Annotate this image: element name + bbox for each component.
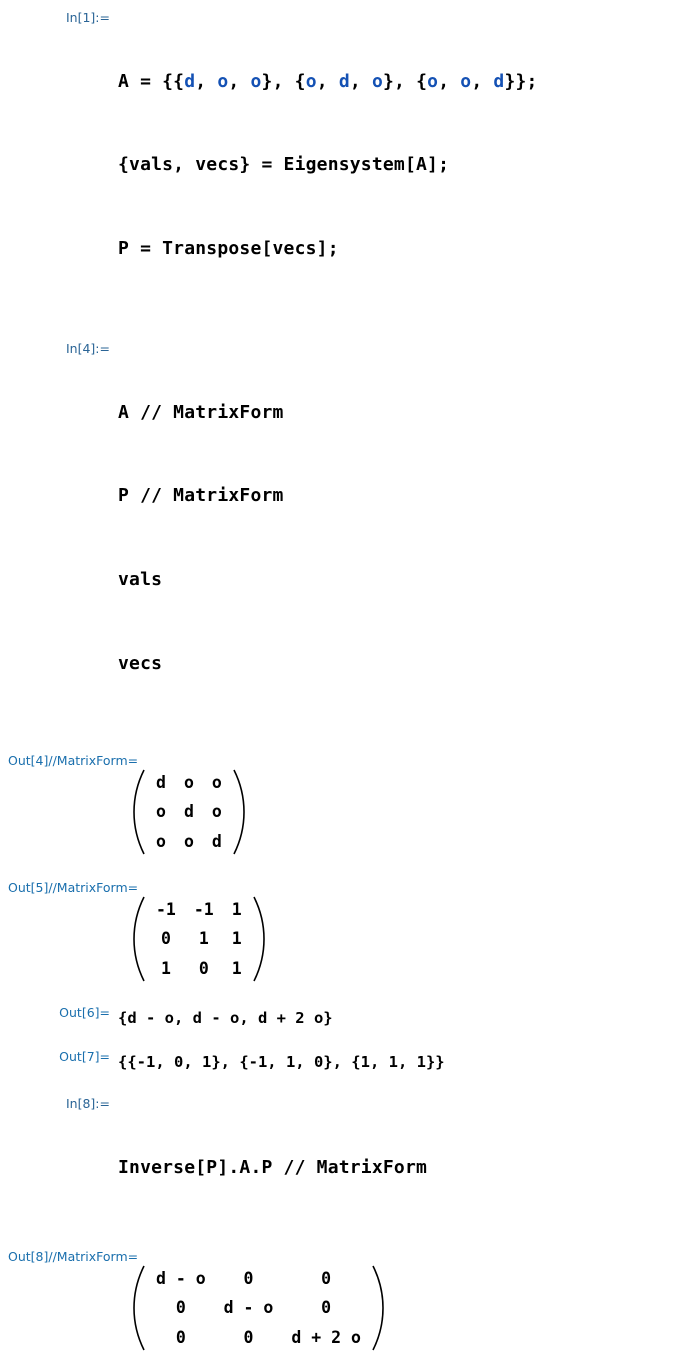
- symbol-d: d: [338, 70, 350, 92]
- left-paren: [130, 895, 146, 983]
- matrix-output-4: [0, 768, 700, 856]
- cell-gap: [0, 1237, 700, 1249]
- matrix-cell: o: [183, 831, 194, 851]
- matrix-table: [147, 1264, 370, 1352]
- matrix-cell: o: [156, 802, 166, 822]
- matrix-cell: d - o: [223, 1298, 274, 1318]
- input-cell-4[interactable]: [0, 340, 700, 733]
- cell-gap: [0, 1031, 700, 1051]
- matrix-cell: 1: [231, 929, 242, 949]
- input-code-8[interactable]: [118, 1098, 700, 1237]
- symbol-o: o: [427, 70, 439, 92]
- symbol-o: o: [371, 70, 383, 92]
- matrix-row: [147, 925, 251, 954]
- matrix-cell: o: [211, 772, 222, 792]
- matrix-cell: d: [211, 831, 222, 851]
- output-cell-6: [0, 1007, 700, 1030]
- output-cell-7: [0, 1048, 700, 1074]
- matrix-cell: 0: [243, 1268, 254, 1288]
- matrix-table: [147, 768, 231, 856]
- code-line: vecs: [118, 652, 163, 674]
- right-paren: [232, 768, 248, 856]
- code-line: A = {{d, o, o}, {o, d, o}, {o, o, d}};: [118, 70, 538, 92]
- matrix-cell: 1: [160, 958, 171, 978]
- code-line: vals: [118, 568, 163, 590]
- matrix-output-5: [0, 895, 700, 983]
- matrix-row: [147, 768, 231, 797]
- matrix-row: [147, 798, 231, 827]
- symbol-d: d: [184, 70, 196, 92]
- left-paren: [130, 768, 146, 856]
- matrix-row: [147, 1264, 370, 1293]
- matrix-table: [147, 895, 251, 983]
- matrix-row: [147, 954, 251, 983]
- cell-gap: [0, 983, 700, 1007]
- code-line: A // MatrixForm: [118, 401, 284, 423]
- matrix-cell: 1: [231, 958, 242, 978]
- code-line: P = Transpose[vecs];: [118, 238, 339, 260]
- matrix-cell: 0: [321, 1268, 332, 1288]
- cell-label-out-7: Out[7]=: [59, 1048, 110, 1064]
- matrix-cell: 0: [198, 958, 209, 978]
- matrix-cell: 0: [321, 1298, 332, 1318]
- code-line: Inverse[P].A.P // MatrixForm: [118, 1156, 428, 1178]
- cell-label-in-1: In[1]:=: [65, 10, 110, 25]
- matrix-cell: o: [156, 831, 166, 851]
- matrix-cell: d - o: [156, 1268, 206, 1288]
- matrix-output-8: [0, 1264, 700, 1352]
- input-cell-8[interactable]: [0, 1095, 700, 1237]
- matrix-cell: 0: [175, 1327, 186, 1347]
- output-text-7: {{-1, 0, 1}, {-1, 1, 0}, {1, 1, 1}}: [118, 1052, 445, 1071]
- matrix-cell: -1: [193, 899, 214, 919]
- left-paren: [130, 1264, 146, 1352]
- code-line: P // MatrixForm: [118, 485, 284, 507]
- cell-label-in-8: In[8]:=: [65, 1095, 110, 1111]
- matrix-cell: 0: [160, 929, 171, 949]
- matrix-cell: d: [156, 772, 166, 792]
- cell-gap: [0, 856, 700, 880]
- cell-label-in-4: In[4]:=: [65, 340, 110, 356]
- matrix-cell: 0: [243, 1327, 254, 1347]
- output-text-6: {d - o, d - o, d + 2 o}: [118, 1009, 333, 1028]
- input-code-1[interactable]: [118, 12, 700, 319]
- matrix-cell: d + 2 o: [291, 1327, 361, 1347]
- symbol-o: o: [460, 70, 472, 92]
- input-code-4[interactable]: [118, 343, 700, 733]
- matrix-cell: 1: [198, 929, 209, 949]
- cell-gap: [0, 733, 700, 753]
- matrix-cell: o: [211, 802, 222, 822]
- right-paren: [252, 895, 268, 983]
- symbol-o: o: [305, 70, 317, 92]
- input-cell-1[interactable]: [0, 12, 700, 319]
- matrix-cell: 1: [231, 899, 242, 919]
- cell-gap: [0, 1074, 700, 1098]
- cell-label-out-5: Out[5]//MatrixForm=: [8, 880, 139, 896]
- matrix-row: [147, 1323, 370, 1352]
- symbol-o: o: [217, 70, 229, 92]
- code-line: {vals, vecs} = Eigensystem[A];: [118, 154, 450, 176]
- symbol-d: d: [493, 70, 505, 92]
- matrix-row: [147, 895, 251, 924]
- cell-gap: [0, 319, 700, 343]
- symbol-o: o: [250, 70, 262, 92]
- matrix-row: [147, 1294, 370, 1323]
- matrix-row: [147, 827, 231, 856]
- matrix-cell: d: [183, 802, 194, 822]
- cell-label-out-4: Out[4]//MatrixForm=: [8, 753, 139, 769]
- matrix-cell: -1: [156, 899, 176, 919]
- cell-label-out-8: Out[8]//MatrixForm=: [8, 1249, 139, 1265]
- cell-label-out-6: Out[6]=: [59, 1005, 110, 1021]
- matrix-cell: 0: [175, 1298, 186, 1318]
- right-paren: [371, 1264, 387, 1352]
- matrix-cell: o: [183, 772, 194, 792]
